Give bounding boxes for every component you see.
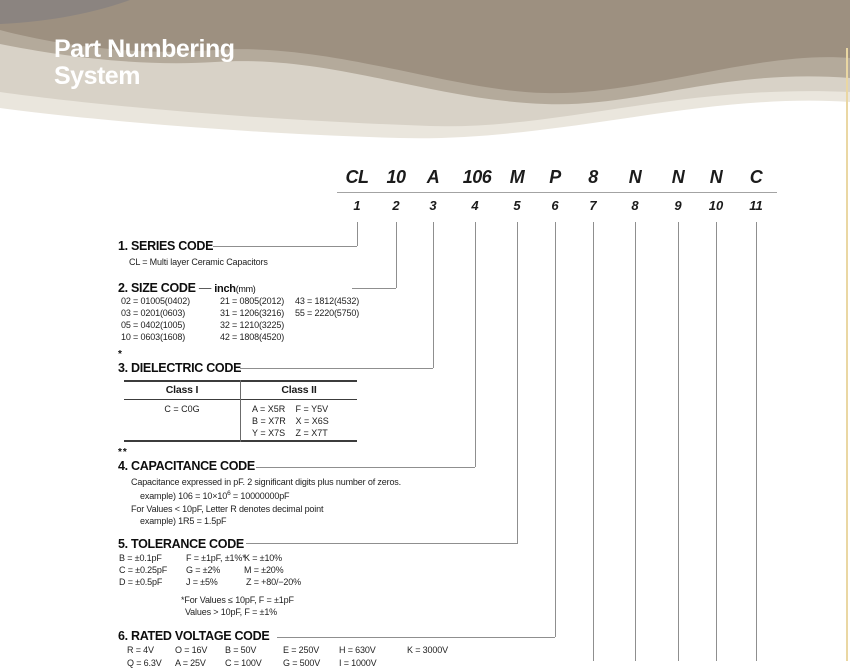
voltage-cell: K = 3000V [407, 645, 448, 655]
size-code-cell: 42 = 1808(4520) [220, 332, 285, 342]
position-number-1: 1 [353, 198, 361, 213]
class1-value: C = C0G [164, 404, 200, 414]
position-number-11: 11 [749, 198, 763, 213]
class2-cell: B = X7R [252, 416, 286, 426]
connector-vline-1 [357, 222, 358, 246]
size-code-unit: inch [214, 283, 236, 295]
position-number-6: 6 [551, 198, 559, 213]
series-code-title [118, 239, 213, 253]
dielectric-code-label: DIELECTRIC CODE [131, 361, 242, 375]
capacitance-example1-suffix: = 10000000pF [230, 491, 290, 501]
page-title-line1: Part Numbering [54, 35, 235, 63]
dielectric-code-number: 3. [118, 361, 128, 375]
tolerance-cell: D = ±0.5pF [119, 577, 163, 587]
tolerance-code-label: TOLERANCE CODE [131, 537, 244, 551]
voltage-code-label: RATED VOLTAGE CODE [131, 629, 270, 643]
position-number-10: 10 [708, 198, 724, 213]
dielectric-table [124, 380, 357, 442]
capacitance-example1-prefix: example) 106 = 10×10 [140, 491, 228, 501]
dielectric-footnote-mark: * [118, 349, 123, 360]
connector-hline-dielectric [240, 368, 433, 369]
tolerance-code-number: 5. [118, 537, 128, 551]
position-number-8: 8 [631, 198, 639, 213]
connector-vline-5 [517, 222, 518, 544]
connector-vline-3 [433, 222, 434, 368]
page-title [54, 36, 235, 90]
right-edge-accent-line [846, 48, 848, 661]
tolerance-cell: C = ±0.25pF [119, 565, 168, 575]
tolerance-cell: J = ±5% [186, 577, 218, 587]
class2-cell: A = X5R [252, 404, 286, 414]
position-number-5: 5 [513, 198, 521, 213]
tolerance-code-title [118, 537, 244, 551]
class2-cell: Y = X7S [252, 428, 286, 438]
size-code-unit-paren: (mm) [235, 284, 256, 294]
connector-vline-2 [396, 222, 397, 288]
size-code-cell: 55 = 2220(5750) [295, 308, 360, 318]
part-number-code-11: C [749, 167, 763, 187]
size-code-cell: 10 = 0603(1608) [121, 332, 186, 342]
size-code-cell: 21 = 0805(2012) [220, 296, 285, 306]
tolerance-cell: F = ±1pF, ±1%* [186, 553, 246, 563]
connector-vline-4 [475, 222, 476, 467]
part-number-code-4: 106 [462, 167, 492, 187]
capacitance-example1-exponent: 6 [227, 490, 231, 497]
part-number-code-3: A [426, 167, 440, 187]
connector-hline-capacitance [256, 467, 475, 468]
size-code-cell: 03 = 0201(0603) [121, 308, 186, 318]
part-number-code-2: 10 [386, 167, 406, 187]
class2-cell: X = X6S [295, 416, 329, 426]
capacitance-code-title [118, 459, 255, 473]
capacitance-footnote-mark: ** [118, 447, 128, 458]
capacitance-example1 [140, 490, 289, 501]
part-number-code-1: CL [345, 167, 369, 187]
connector-hline-series [213, 246, 357, 247]
size-code-cell: 43 = 1812(4532) [295, 296, 360, 306]
voltage-cell: R = 4V [127, 645, 154, 655]
position-number-7: 7 [589, 198, 597, 213]
connector-vline-11 [756, 222, 757, 661]
tolerance-cell: K = ±10% [244, 553, 283, 563]
size-code-number: 2. [118, 281, 128, 295]
position-number-9: 9 [674, 198, 682, 213]
size-code-cell: 02 = 01005(0402) [121, 296, 190, 306]
class2-row [252, 404, 328, 414]
part-number-code-5: M [509, 167, 525, 187]
voltage-cell-cutoff: I = 1000V [339, 658, 377, 668]
series-code-label: SERIES CODE [131, 239, 214, 253]
voltage-cell: E = 250V [283, 645, 320, 655]
series-code-number: 1. [118, 239, 128, 253]
class2-cell: F = Y5V [295, 404, 329, 414]
tolerance-cell: Z = +80/−20% [246, 577, 301, 587]
part-number-code-10: N [709, 167, 723, 187]
size-code-cell: 05 = 0402(1005) [121, 320, 186, 330]
connector-vline-6 [555, 222, 556, 637]
size-code-cell: 32 = 1210(3225) [220, 320, 285, 330]
tolerance-cell: B = ±0.1pF [119, 553, 162, 563]
voltage-cell: B = 50V [225, 645, 257, 655]
connector-hline-voltage [277, 637, 555, 638]
connector-hline-size [352, 288, 396, 289]
position-number-4: 4 [471, 198, 479, 213]
class2-row [252, 416, 329, 426]
position-number-2: 2 [392, 198, 400, 213]
capacitance-code-label: CAPACITANCE CODE [131, 459, 255, 473]
class2-row [252, 428, 328, 438]
dielectric-code-title [118, 361, 241, 375]
connector-vline-9 [678, 222, 679, 661]
size-code-dash: — [198, 281, 212, 295]
tolerance-cell: M = ±20% [244, 565, 284, 575]
part-number-code-6: P [549, 167, 561, 187]
tolerance-footnote2: Values > 10pF, F = ±1% [185, 607, 278, 617]
voltage-cell-cutoff: Q = 6.3V [127, 658, 162, 668]
voltage-code-number: 6. [118, 629, 128, 643]
tolerance-footnote1: *For Values ≤ 10pF, F = ±1pF [181, 595, 294, 605]
size-code-label: SIZE CODE [131, 281, 196, 295]
capacitance-desc-line2: For Values < 10pF, Letter R denotes decimal point [131, 504, 324, 514]
class2-header: Class II [281, 384, 317, 396]
size-code-title [118, 281, 255, 295]
voltage-cell-cutoff: C = 100V [225, 658, 262, 668]
part-number-code-7: 8 [588, 167, 598, 187]
series-code-desc: CL = Multi layer Ceramic Capacitors [129, 257, 268, 267]
voltage-code-title [118, 629, 269, 643]
part-number-code-9: N [671, 167, 685, 187]
connector-vline-7 [593, 222, 594, 661]
voltage-cell: H = 630V [339, 645, 376, 655]
voltage-cell: O = 16V [175, 645, 208, 655]
size-code-cell: 31 = 1206(3216) [220, 308, 285, 318]
class1-header: Class I [165, 384, 199, 396]
capacitance-desc-line1: Capacitance expressed in pF. 2 significant digits plus number of zeros. [131, 477, 401, 487]
capacitance-code-number: 4. [118, 459, 128, 473]
connector-hline-tolerance [246, 543, 517, 544]
part-number-underline [337, 192, 777, 193]
part-number-code-8: N [628, 167, 642, 187]
page-title-line2: System [54, 62, 140, 90]
class2-cell: Z = X7T [295, 428, 328, 438]
voltage-cell-cutoff: A = 25V [175, 658, 206, 668]
connector-vline-10 [716, 222, 717, 661]
tolerance-cell: G = ±2% [186, 565, 221, 575]
connector-vline-8 [635, 222, 636, 661]
capacitance-example2: example) 1R5 = 1.5pF [140, 516, 227, 526]
position-number-3: 3 [429, 198, 437, 213]
voltage-cell-cutoff: G = 500V [283, 658, 321, 668]
